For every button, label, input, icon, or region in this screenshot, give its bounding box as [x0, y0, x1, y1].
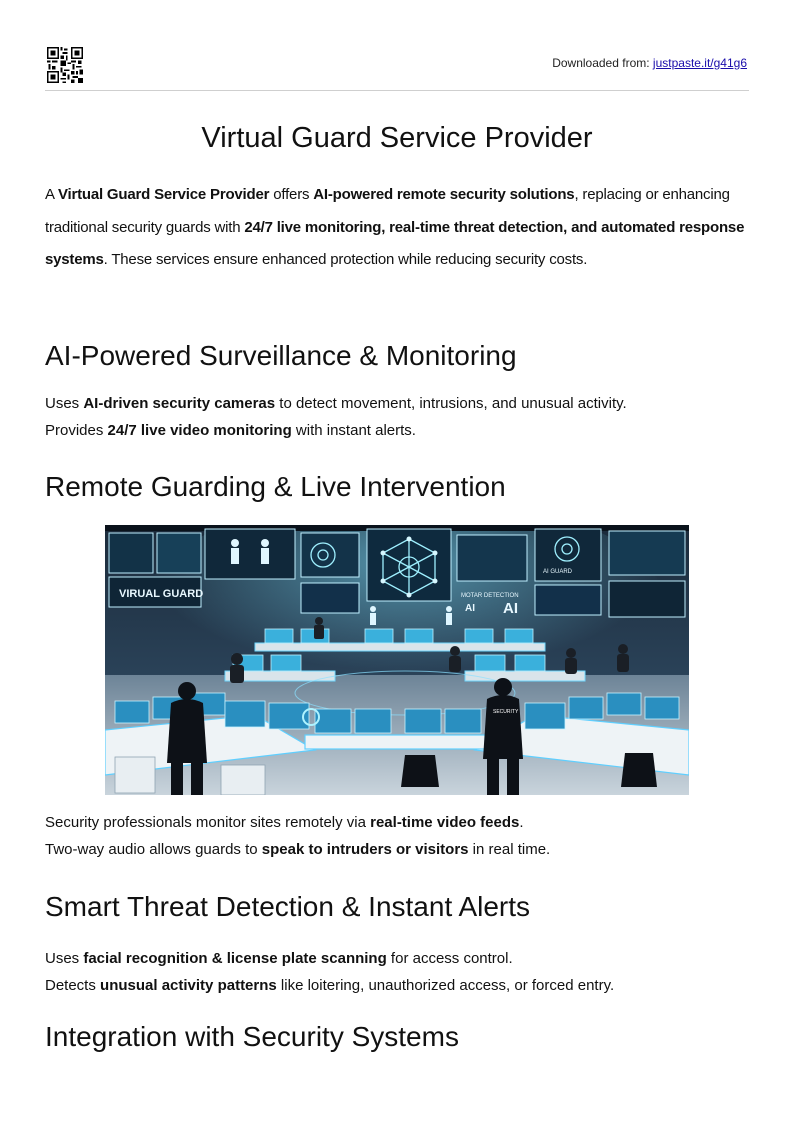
page-title: Virtual Guard Service Provider [201, 122, 593, 154]
intro-bold-3: 24/7 live monitoring, real-time threat detection, and automated response systems [45, 218, 745, 268]
wall-label-ai-1: AI [465, 603, 475, 614]
qr-code-icon [47, 47, 83, 83]
wall-label-motion: MOTAR DETECTION [461, 593, 519, 599]
section-heading-threat-detection: Smart Threat Detection & Instant Alerts [45, 891, 531, 922]
line-text: Uses [45, 395, 84, 412]
section-body-surveillance [45, 390, 749, 444]
line-bold: speak to intruders or visitors [261, 841, 469, 858]
intro-paragraph [45, 179, 749, 277]
section-line [45, 972, 749, 999]
section-heading-integration: Integration with Security Systems [45, 1021, 459, 1052]
wall-label-ai-2: AI [503, 600, 518, 617]
line-text: with instant alerts. [291, 422, 416, 439]
section-line [45, 417, 749, 444]
line-text: Provides [45, 422, 108, 439]
line-text: . [519, 814, 524, 831]
line-text: Detects [45, 977, 101, 994]
intro-text-2: offers [269, 186, 314, 203]
line-bold: unusual activity patterns [100, 977, 277, 994]
intro-text-3: , replacing or enhancing traditional security guards with [45, 186, 730, 236]
section-line [45, 809, 749, 836]
intro-bold-1: Virtual Guard Service Provider [57, 186, 270, 203]
line-bold: 24/7 live video monitoring [107, 422, 292, 439]
section-heading-remote-guarding: Remote Guarding & Live Intervention [45, 471, 506, 502]
intro-text-4: . These services ensure enhanced protection while reducing security costs. [103, 251, 588, 268]
intro-bold-2: AI-powered remote security solutions [313, 186, 575, 203]
header-divider [45, 90, 749, 91]
line-bold: AI-driven security cameras [83, 395, 276, 412]
line-text: like loitering, unauthorized access, or forced entry. [276, 977, 615, 994]
section-line [45, 390, 749, 417]
source-link[interactable]: justpaste.it/g41g6 [652, 56, 747, 70]
guard-badge-label: SECURITY [493, 709, 519, 715]
line-text: for access control. [386, 950, 513, 967]
line-text: to detect movement, intrusions, and unusual activity. [275, 395, 627, 412]
download-source [552, 56, 747, 70]
line-text: Two-way audio allows guards to [45, 841, 262, 858]
line-bold: real-time video feeds [370, 814, 520, 831]
wall-label-virtual-guard: VIRUAL GUARD [119, 588, 204, 600]
section-body-threat-detection [45, 945, 749, 999]
line-text: Uses [45, 950, 84, 967]
page-header [45, 46, 749, 90]
section-heading-surveillance: AI-Powered Surveillance & Monitoring [45, 340, 517, 371]
section-line [45, 945, 749, 972]
section-line [45, 836, 749, 863]
wall-label-guard: AI GUARD [543, 569, 573, 575]
line-text: in real time. [468, 841, 551, 858]
section-body-remote-guarding [45, 809, 749, 863]
line-text: Security professionals monitor sites remotely via [45, 814, 371, 831]
download-label: Downloaded from: [552, 56, 650, 70]
intro-text-1: A [45, 186, 58, 203]
line-bold: facial recognition & license plate scanning [83, 950, 387, 967]
control-room-illustration [105, 525, 689, 795]
